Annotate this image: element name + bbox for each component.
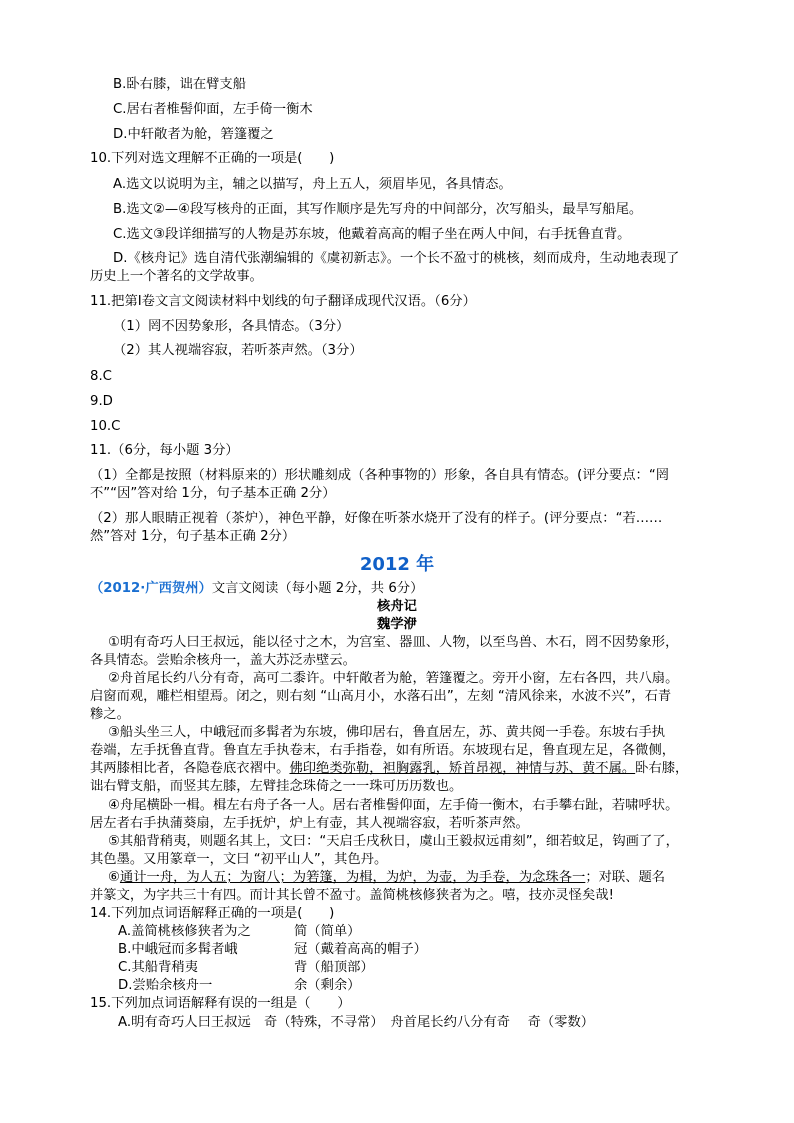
answer-10: 10.C [90,419,121,434]
question-10-option-a: A.选文以说明为主，辅之以描写，舟上五人，须眉毕见，各具情态。 [113,177,512,192]
passage-p1-line1: ①明有奇巧人曰王叔远，能以径寸之木，为宫室、器皿、人物，以至鸟兽、木石，罔不因势象形， [108,635,679,650]
passage-p5-line1: ⑤其船背稍夷，则题名其上，文曰：“天启壬戌秋日，虞山王毅叔远甫刻”，细若蚊足，钩画了了， [108,834,679,849]
q14-a-gloss: 简（简单） [294,924,361,939]
q14-a-phrase: A.盖简桃核修狭者为之 [118,924,251,939]
question-15-option-a: A.明有奇巧人曰王叔远 奇（特殊，不寻常） 舟首尾长约八分有奇 奇（零数） [118,1015,595,1030]
passage-p6-line1 [108,869,665,887]
p6-underlined-sentence: 通计一舟，为人五；为窗八；为箬篷，为楫，为炉，为壶，为手卷，为念珠各一 [119,870,586,885]
p6-text-post: ；对联、题名 [585,870,666,885]
question-14-option-b [118,941,427,959]
p3-text-pre: 其两膝相比者，各隐卷底衣褶中。 [90,761,290,776]
passage-p3-line3 [90,760,688,778]
section-intro [90,580,423,598]
answer-9: 9.D [90,394,113,409]
question-10-option-b: B.选文②—④段写核舟的正面，其写作顺序是先写舟的中间部分，次写船头，最旱写船尾。 [113,202,643,217]
question-10-option-d-line1: D.《核舟记》选自清代张潮编辑的《虞初新志》。一个长不盈寸的桃核，刻而成舟，生动地表现了 [113,251,680,266]
q14-b-gloss: 冠（戴着高高的帽子） [294,942,427,957]
passage-p4-line2: 居左者右手执蒲葵扇，左手抚炉，炉上有壶，其人视端容寂，若听茶声然。 [90,816,529,831]
passage-p3-line1: ③船头坐三人，中峨冠而多髯者为东坡，佛印居右，鲁直居左，苏、黄共阅一手卷。东坡右手执 [108,725,666,740]
passage-title: 核舟记 [377,599,417,614]
question-14-option-a [118,923,360,941]
passage-p6-line2: 并篆文，为字共三十有四。而计其长曾不盈寸。盖简桃核修狭者为之。嘻，技亦灵怪矣哉! [90,888,614,903]
option-b: B.卧右膝，诎在臂支船 [113,77,247,92]
question-15: 15.下列加点词语解释有误的一组是（ ） [90,996,351,1011]
answer-11-part2-line2: 然”答对 1分，句子基本正确 2分） [90,529,296,544]
question-11-part1: （1）罔不因势象形，各具情态。（3分） [113,319,350,334]
passage-author: 魏学洢 [377,617,417,632]
p3-underlined-sentence: 佛印绝类弥勒，袒胸露乳，矫首昂视，神情与苏、黄不属。 [289,761,636,776]
question-10-option-c: C.选文③段详细描写的人物是苏东坡，他戴着高高的帽子坐在两人中间，右手抚鲁直背。 [113,227,631,242]
q14-d-phrase: D.尝贻余核舟一 [118,978,213,993]
passage-p3-line2: 卷端，左手抚鲁直背。鲁直左手执卷末，右手指卷，如有所语。东坡现右足，鲁直现左足，各微侧， [90,743,676,758]
answer-11: 11.（6分，每小题 3分） [90,443,239,458]
passage-p4-line1: ④舟尾横卧一楫。楫左右舟子各一人。居右者椎髻仰面，左手倚一衡木，右手攀右趾，若啸呼状。 [108,798,679,813]
answer-11-part1-line2: 不”“因”答对给 1分，句子基本正确 2分） [90,486,336,501]
question-14-option-c [118,959,374,977]
passage-p2-line1: ②舟首尾长约八分有奇，高可二黍许。中轩敞者为舱，箬篷覆之。旁开小窗，左右各四，共八扇。 [108,671,679,686]
section-intro-text: 文言文阅读（每小题 2分，共 6分） [211,581,424,596]
q14-d-gloss: 余（剩余） [294,978,361,993]
question-11: 11.把第Ⅰ卷文言文阅读材料中划线的句子翻译成现代汉语。（6分） [90,294,476,309]
question-10-option-d-line2: 历史上一个著名的文学故事。 [90,269,263,284]
passage-p3-line4: 诎右臂支船，而竖其左膝，左臂挂念珠倚之一一珠可历历数也。 [90,779,463,794]
question-11-part2: （2）其人视端容寂，若听茶声然。（3分） [113,343,363,358]
option-d: D.中轩敞者为舱，箬篷覆之 [113,127,274,142]
q14-c-gloss: 背（船顶部） [294,960,374,975]
question-14-option-d [118,977,360,995]
question-14: 14.下列加点词语解释正确的一项是( ) [90,906,335,921]
question-10: 10.下列对选文理解不正确的一项是( ) [90,151,335,166]
q14-c-phrase: C.其船背稍夷 [118,960,198,975]
answer-8: 8.C [90,369,112,384]
answer-11-part1-line1: （1）全都是按照（材料原来的）形状雕刻成（各种事物的）形象，各自具有情态。(评分要点：“罔 [90,468,670,483]
passage-p5-line2: 其色墨。又用篆章一，文曰 “初平山人”，其色丹。 [90,852,388,867]
year-heading: 2012 年 [359,554,435,575]
p3-text-post: 卧右膝， [635,761,689,776]
option-c: C.居右者椎髻仰面，左手倚一衡木 [113,102,313,117]
passage-p2-line3: 糁之。 [90,707,130,722]
passage-p1-line2: 各具情态。尝贻余核舟一，盖大苏泛赤壁云。 [90,653,356,668]
passage-p2-line2: 启窗而观，雕栏相望焉。闭之，则右刻 “山高月小，水落石出”，左刻 “清风徐来，水波不兴”，石青 [90,689,672,704]
answer-11-part2-line1: （2）那人眼睛正视着（茶炉），神色平静，好像在听茶水烧开了没有的样子。(评分要点：“若…… [90,511,663,526]
source-label: （2012·广西贺州） [90,581,212,596]
p6-text-pre: ⑥ [108,870,120,885]
q14-b-phrase: B.中峨冠而多髯者峨 [118,942,238,957]
